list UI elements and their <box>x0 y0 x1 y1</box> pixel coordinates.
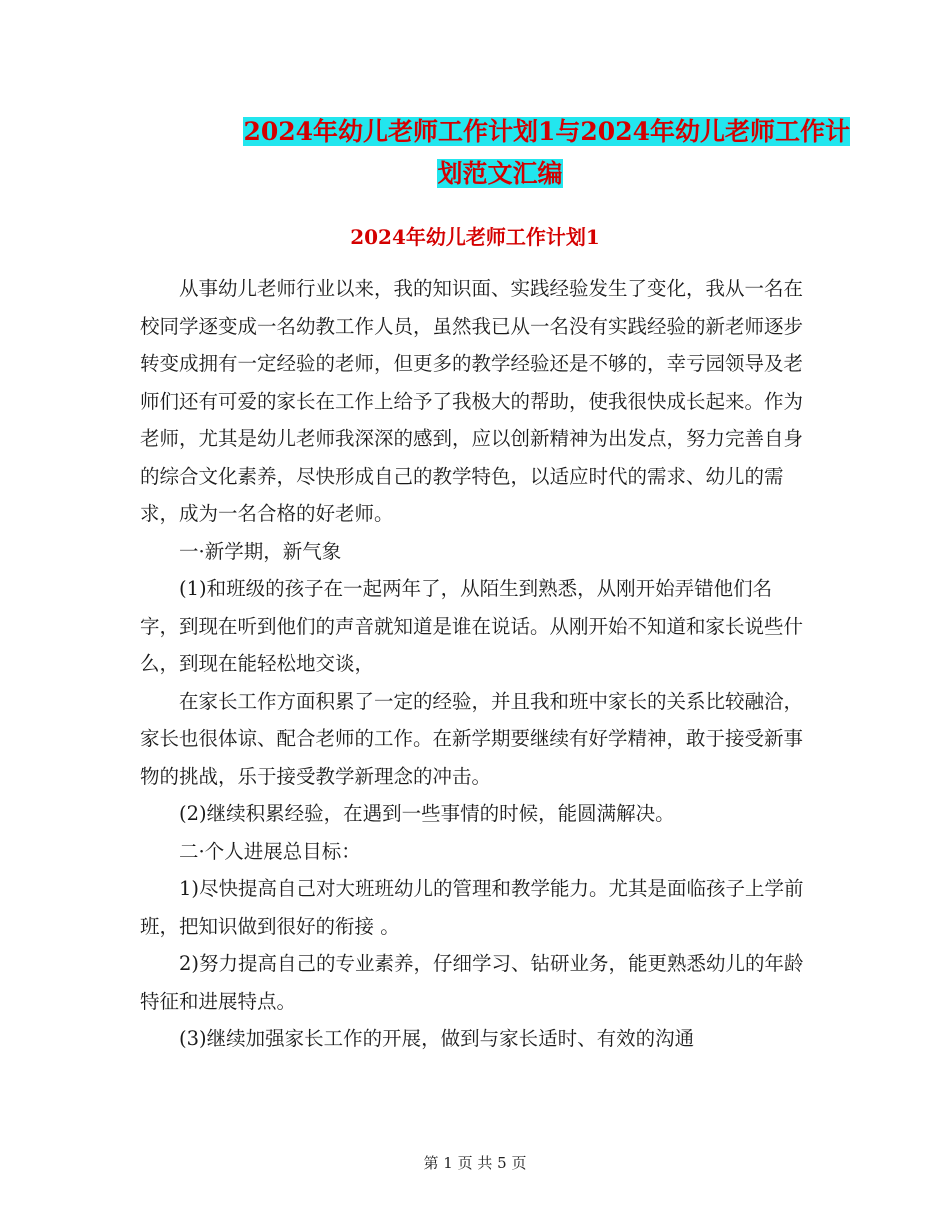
paragraph: 从事幼儿老师行业以来，我的知识面、实践经验发生了变化，我从一名在校同学逐变成一名幼教工作人员，虽然我已从一名没有实践经验的新老师逐步转变成拥有一定经验的老师，但更多的教学经验还是不够的，幸亏园领导及老师们还有可爱的家长在工作上给予了我极大的帮助，使我很快成长起来。作为老师，尤其是幼儿老师我深深的感到，应以创新精神为出发点，努力完善自身的综合文化素养，尽快形成自己的教学特色，以适应时代的需求、幼儿的需求，成为一名合格的好老师。 <box>140 277 804 525</box>
paragraph: 在家长工作方面积累了一定的经验，并且我和班中家长的关系比较融洽，家长也很体谅、配合老师的工作。在新学期要继续有好学精神，敢于接受新事物的挑战，乐于接受教学新理念的冲击。 <box>140 689 804 788</box>
title-highlight-2: 划范文汇编 <box>437 159 563 188</box>
page-footer: 第 1 页 共 5 页 <box>423 1154 527 1172</box>
document-title-line-2 <box>150 152 850 196</box>
document-body <box>140 270 810 1058</box>
document-title-line-1 <box>150 110 850 154</box>
section-title: 2024年幼儿老师工作计划1 <box>350 225 600 249</box>
paragraph: 1)尽快提高自己对大班班幼儿的管理和教学能力。尤其是面临孩子上学前班，把知识做到很好的衔接 。 <box>140 877 804 938</box>
paragraph: 一·新学期，新气象 <box>179 539 342 563</box>
paragraph: 2)努力提高自己的专业素养，仔细学习、钻研业务，能更熟悉幼儿的年龄特征和进展特点。 <box>140 952 804 1013</box>
paragraph: (3)继续加强家长工作的开展，做到与家长适时、有效的沟通 <box>179 1027 695 1050</box>
paragraph: (2)继续积累经验，在遇到一些事情的时候，能圆满解决。 <box>179 802 675 825</box>
paragraph: (1)和班级的孩子在一起两年了，从陌生到熟悉，从刚开始弄错他们名字，到现在听到他们的声音就知道是谁在说话。从刚开始不知道和家长说些什么，到现在能轻松地交谈， <box>140 577 804 675</box>
title-highlight-1: 2024年幼儿老师工作计划1与2024年幼儿老师工作计 <box>243 117 850 146</box>
paragraph: 二·个人进展总目标： <box>179 839 361 863</box>
